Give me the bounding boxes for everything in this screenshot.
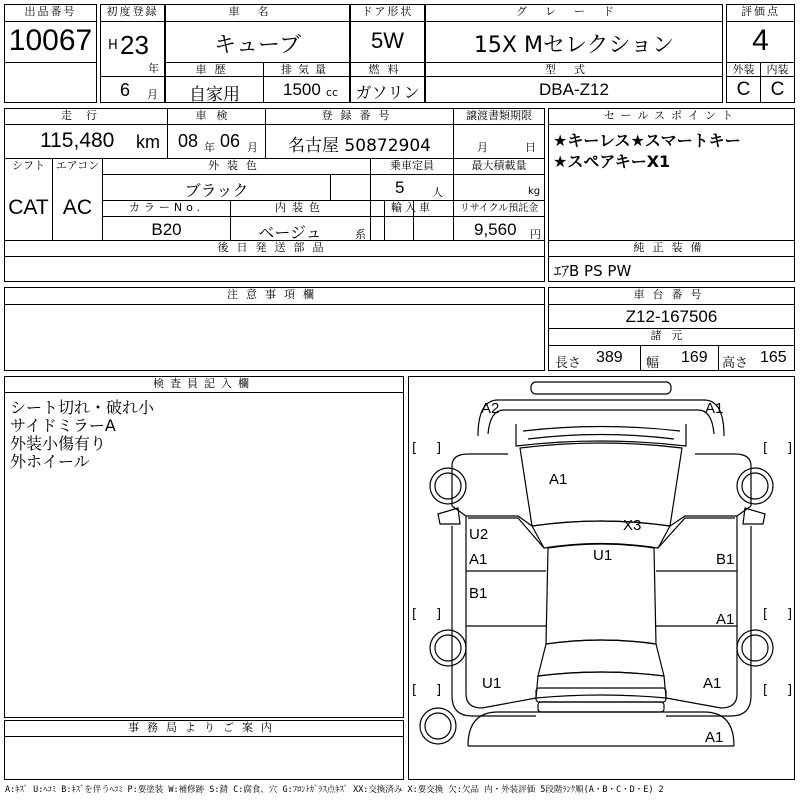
int-color-label: 内装色 [275, 201, 326, 214]
inspection-month: 06 [220, 131, 241, 151]
color-no-label: カラーNo. [128, 201, 205, 214]
mark-rear-left: U1 [482, 675, 502, 692]
mark-front-left: A2 [481, 400, 500, 417]
inspector-line-4: 外ホイール [10, 452, 90, 471]
transfer-label: 譲渡書類期限 [466, 109, 532, 122]
color-no: B20 [151, 220, 182, 239]
mark-front-right: A1 [705, 400, 724, 417]
inspector-line-1: シート切れ・破れ小 [10, 398, 155, 417]
inspection-label: 車検 [195, 109, 238, 122]
inspector-line-3: 外装小傷有り [10, 434, 107, 453]
mark-right-front-door: X3 [623, 517, 642, 534]
score: 4 [752, 24, 769, 57]
ac: AC [62, 196, 93, 219]
recycle-fee: 9,560 [474, 220, 517, 239]
model-code: DBA-Z12 [539, 80, 609, 99]
plate-label: 登録番号 [321, 109, 398, 122]
mark-rear-bumper: A1 [705, 729, 724, 746]
mark-roof: U1 [593, 547, 613, 564]
mark-right-front-door-b: B1 [716, 551, 735, 568]
load-unit: kg [528, 186, 541, 197]
load-label: 最大積載量 [471, 159, 527, 172]
reg-year-unit: 年 [148, 62, 159, 75]
reg-month: 6 [120, 80, 131, 100]
sales-point-1: ★キーレス★スマートキー [553, 131, 741, 150]
grade: 15X Mセレクション [473, 33, 675, 58]
recycle-unit: 円 [530, 228, 541, 241]
height: 165 [760, 349, 787, 366]
width: 169 [681, 349, 708, 366]
svg-text:]: ] [436, 607, 442, 622]
svg-text:]: ] [436, 683, 442, 698]
mileage-unit: km [136, 132, 160, 152]
grade-label: グレード [516, 5, 632, 18]
sales-points-label: セールスポイント [603, 109, 739, 122]
fuel-label: 燃料 [368, 63, 407, 76]
displacement-unit: cc [326, 86, 339, 99]
svg-text:]: ] [787, 683, 793, 698]
svg-text:[: [ [412, 683, 418, 698]
ac-label: エアコン [55, 159, 100, 172]
car-name: キューブ [214, 33, 301, 58]
mileage: 115,480 [40, 129, 115, 152]
history-label: 車歴 [195, 63, 234, 76]
first-registration-label: 初度登録 [106, 5, 159, 18]
mark-left-rear-door: B1 [469, 585, 488, 602]
recycle-label: リサイクル預託金 [459, 203, 539, 214]
capacity-unit: 人 [432, 186, 443, 199]
exterior-grade: C [736, 79, 751, 100]
shift: CAT [8, 196, 49, 219]
damage-legend: A:ｷｽﾞ U:ﾍｺﾐ B:ｷｽﾞを伴うﾍｺﾐ P:要塗装 W:補修跡 S:錆 C:腐食、穴 G:ﾌﾛﾝﾄｶﾞﾗｽ点ｷｽﾞ XX:交換済み X:要交換 欠:欠品 内・外装評価 5段階ﾗﾝｸ順(A・B・C・D・E) 2 [5, 785, 664, 795]
sales-point-2: ★スペアキーX1 [553, 152, 671, 171]
height-label: 高さ [722, 356, 749, 371]
score-label: 評価点 [741, 5, 780, 18]
capacity-label: 乗車定員 [390, 159, 434, 172]
inspection-year: 08 [178, 131, 199, 151]
chassis-number: Z12-167506 [625, 307, 718, 326]
ext-color-label: 外装色 [208, 159, 265, 172]
car-name-label: 車名 [228, 5, 287, 18]
door-label: ドア形状 [361, 5, 414, 18]
era: H [108, 38, 118, 53]
svg-text:[: [ [412, 607, 418, 622]
exterior-label: 外装 [732, 63, 755, 76]
equipment-label: 純正装備 [633, 241, 710, 254]
shipping-label: 後日発送部品 [217, 241, 332, 254]
inspector-line-2: サイドミラーA [10, 416, 116, 435]
mileage-label: 走行 [61, 109, 111, 122]
length: 389 [596, 349, 623, 366]
interior-grade: C [770, 79, 785, 100]
ext-color: ブラック [184, 181, 249, 200]
svg-text:[: [ [763, 683, 769, 698]
mark-left-front-door-a: U2 [469, 526, 489, 543]
inspection-month-unit: 月 [247, 141, 258, 154]
capacity: 5 [395, 178, 405, 197]
dims-label: 諸元 [650, 329, 693, 342]
reg-month-unit: 月 [147, 88, 158, 101]
office-label: 事務局よりご案内 [128, 721, 280, 734]
int-color: ベージュ [258, 223, 322, 242]
svg-text:[: [ [763, 441, 769, 456]
displacement-label: 排気量 [281, 63, 332, 76]
shift-label: シフト [12, 159, 45, 172]
car-body-diagram [408, 376, 795, 780]
mark-right-rear-door: A1 [716, 611, 735, 628]
reg-year: 23 [120, 30, 149, 60]
fuel: ガソリン [355, 83, 420, 102]
int-color-unit: 系 [355, 228, 366, 241]
interior-label: 内装 [766, 63, 789, 76]
door-type: 5W [371, 28, 404, 53]
plate-number: 名古屋 50872904 [288, 136, 431, 156]
model-label: 型式 [545, 63, 603, 76]
svg-text:[: [ [763, 607, 769, 622]
svg-text:]: ] [787, 441, 793, 456]
notes-label: 注意事項欄 [227, 288, 322, 301]
length-label: 長さ [555, 356, 582, 371]
inspection-year-unit: 年 [204, 141, 215, 154]
import-label: 輸入車 [391, 201, 433, 214]
svg-text:]: ] [436, 441, 442, 456]
mark-hood: A1 [549, 471, 568, 488]
equipment: ｴｱB PS PW [554, 262, 632, 280]
lot-number-label: 出品番号 [24, 5, 77, 18]
svg-text:]: ] [787, 607, 793, 622]
history: 自家用 [189, 85, 240, 105]
displacement: 1500 [283, 80, 321, 99]
width-label: 幅 [646, 356, 660, 371]
chassis-label: 車台番号 [633, 288, 710, 301]
inspector-label: 検査員記入欄 [153, 377, 255, 390]
mark-rear-right: A1 [703, 675, 722, 692]
transfer-month-unit: 月 [477, 141, 488, 154]
svg-text:[: [ [412, 441, 418, 456]
transfer-day-unit: 日 [525, 141, 536, 154]
lot-number: 10067 [8, 24, 93, 57]
mark-left-front-door-b: A1 [469, 551, 488, 568]
